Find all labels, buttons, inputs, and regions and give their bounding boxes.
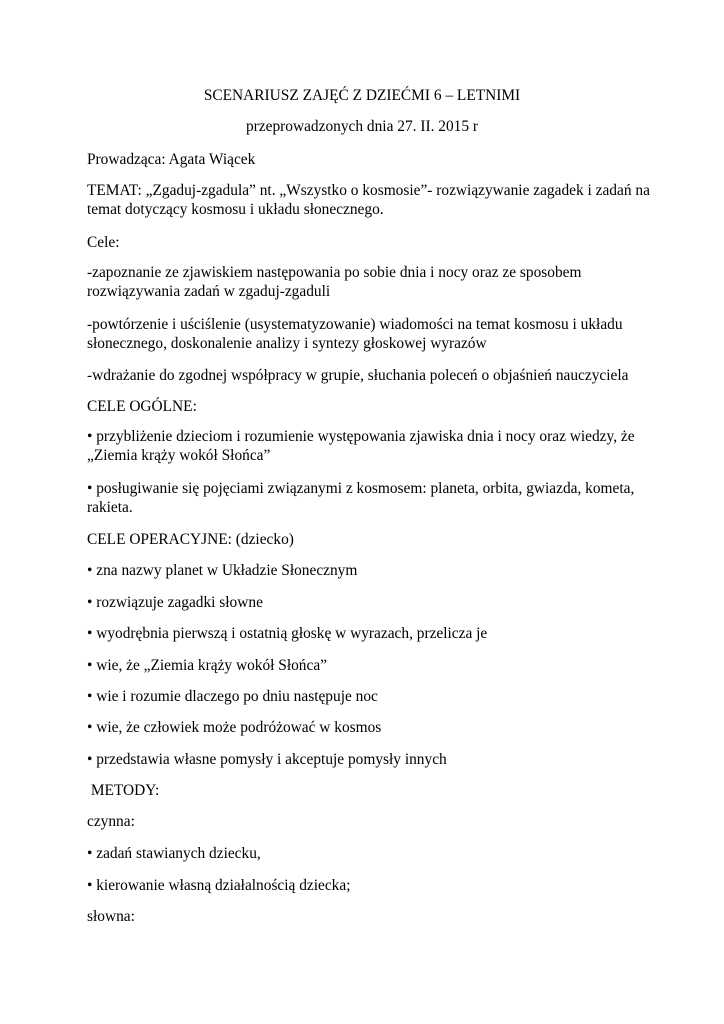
operational-goal-7: • przedstawia własne pomysły i akceptuje pomysły innych <box>87 751 447 768</box>
goal-3: -wdrażanie do zgodnej współpracy w grupie, słuchania poleceń o objaśnień nauczyciela <box>87 367 629 384</box>
active-method-2: • kierowanie własną działalnością dziecka; <box>87 877 351 894</box>
active-method-1: • zadań stawianych dziecku, <box>87 845 261 862</box>
date-line: przeprowadzonych dnia 27. II. 2015 r <box>245 118 479 135</box>
goal-2-line-1: -powtórzenie i uściślenie (usystematyzowanie) wiadomości na temat kosmosu i układu <box>87 316 623 333</box>
teacher-line: Prowadząca: Agata Wiącek <box>87 151 256 168</box>
topic-line-2: temat dotyczący kosmosu i układu słonecznego. <box>87 201 384 218</box>
goals-heading: Cele: <box>87 234 120 251</box>
operational-goal-3: • wyodrębnia pierwszą i ostatnią głoskę w wyrazach, przelicza je <box>87 625 488 642</box>
active-methods-heading: czynna: <box>87 813 135 830</box>
goal-2-line-2: słonecznego, doskonalenie analizy i syntezy głoskowej wyrazów <box>87 335 487 352</box>
operational-goal-2: • rozwiązuje zagadki słowne <box>87 594 263 611</box>
general-goal-2-line-2: rakieta. <box>87 499 133 516</box>
topic-line-1: TEMAT: „Zgaduj-zgadula” nt. „Wszystko o kosmosie”- rozwiązywanie zagadek i zadań na <box>87 182 650 199</box>
general-goal-1-line-1: • przybliżenie dzieciom i rozumienie występowania zjawiska dnia i nocy oraz wiedzy, że <box>87 428 635 445</box>
operational-goal-1: • zna nazwy planet w Układzie Słonecznym <box>87 562 358 579</box>
goal-1-line-2: rozwiązywania zadań w zgaduj-zgaduli <box>87 283 331 300</box>
general-goals-heading: CELE OGÓLNE: <box>87 398 197 415</box>
operational-goal-4: • wie, że „Ziemia krąży wokół Słońca” <box>87 657 327 674</box>
operational-goal-6: • wie, że człowiek może podróżować w kosmos <box>87 719 382 736</box>
document-title: SCENARIUSZ ZAJĘĆ Z DZIEĆMI 6 – LETNIMI <box>203 87 521 104</box>
goal-1-line-1: -zapoznanie ze zjawiskiem następowania po sobie dnia i nocy oraz ze sposobem <box>87 264 582 281</box>
methods-heading: METODY: <box>87 782 160 799</box>
verbal-methods-heading: słowna: <box>87 908 135 925</box>
operational-goals-heading: CELE OPERACYJNE: (dziecko) <box>87 531 294 548</box>
general-goal-1-line-2: „Ziemia krąży wokół Słońca” <box>87 447 271 464</box>
operational-goal-5: • wie i rozumie dlaczego po dniu następuje noc <box>87 688 378 705</box>
general-goal-2-line-1: • posługiwanie się pojęciami związanymi z kosmosem: planeta, orbita, gwiazda, kometa, <box>87 480 635 497</box>
